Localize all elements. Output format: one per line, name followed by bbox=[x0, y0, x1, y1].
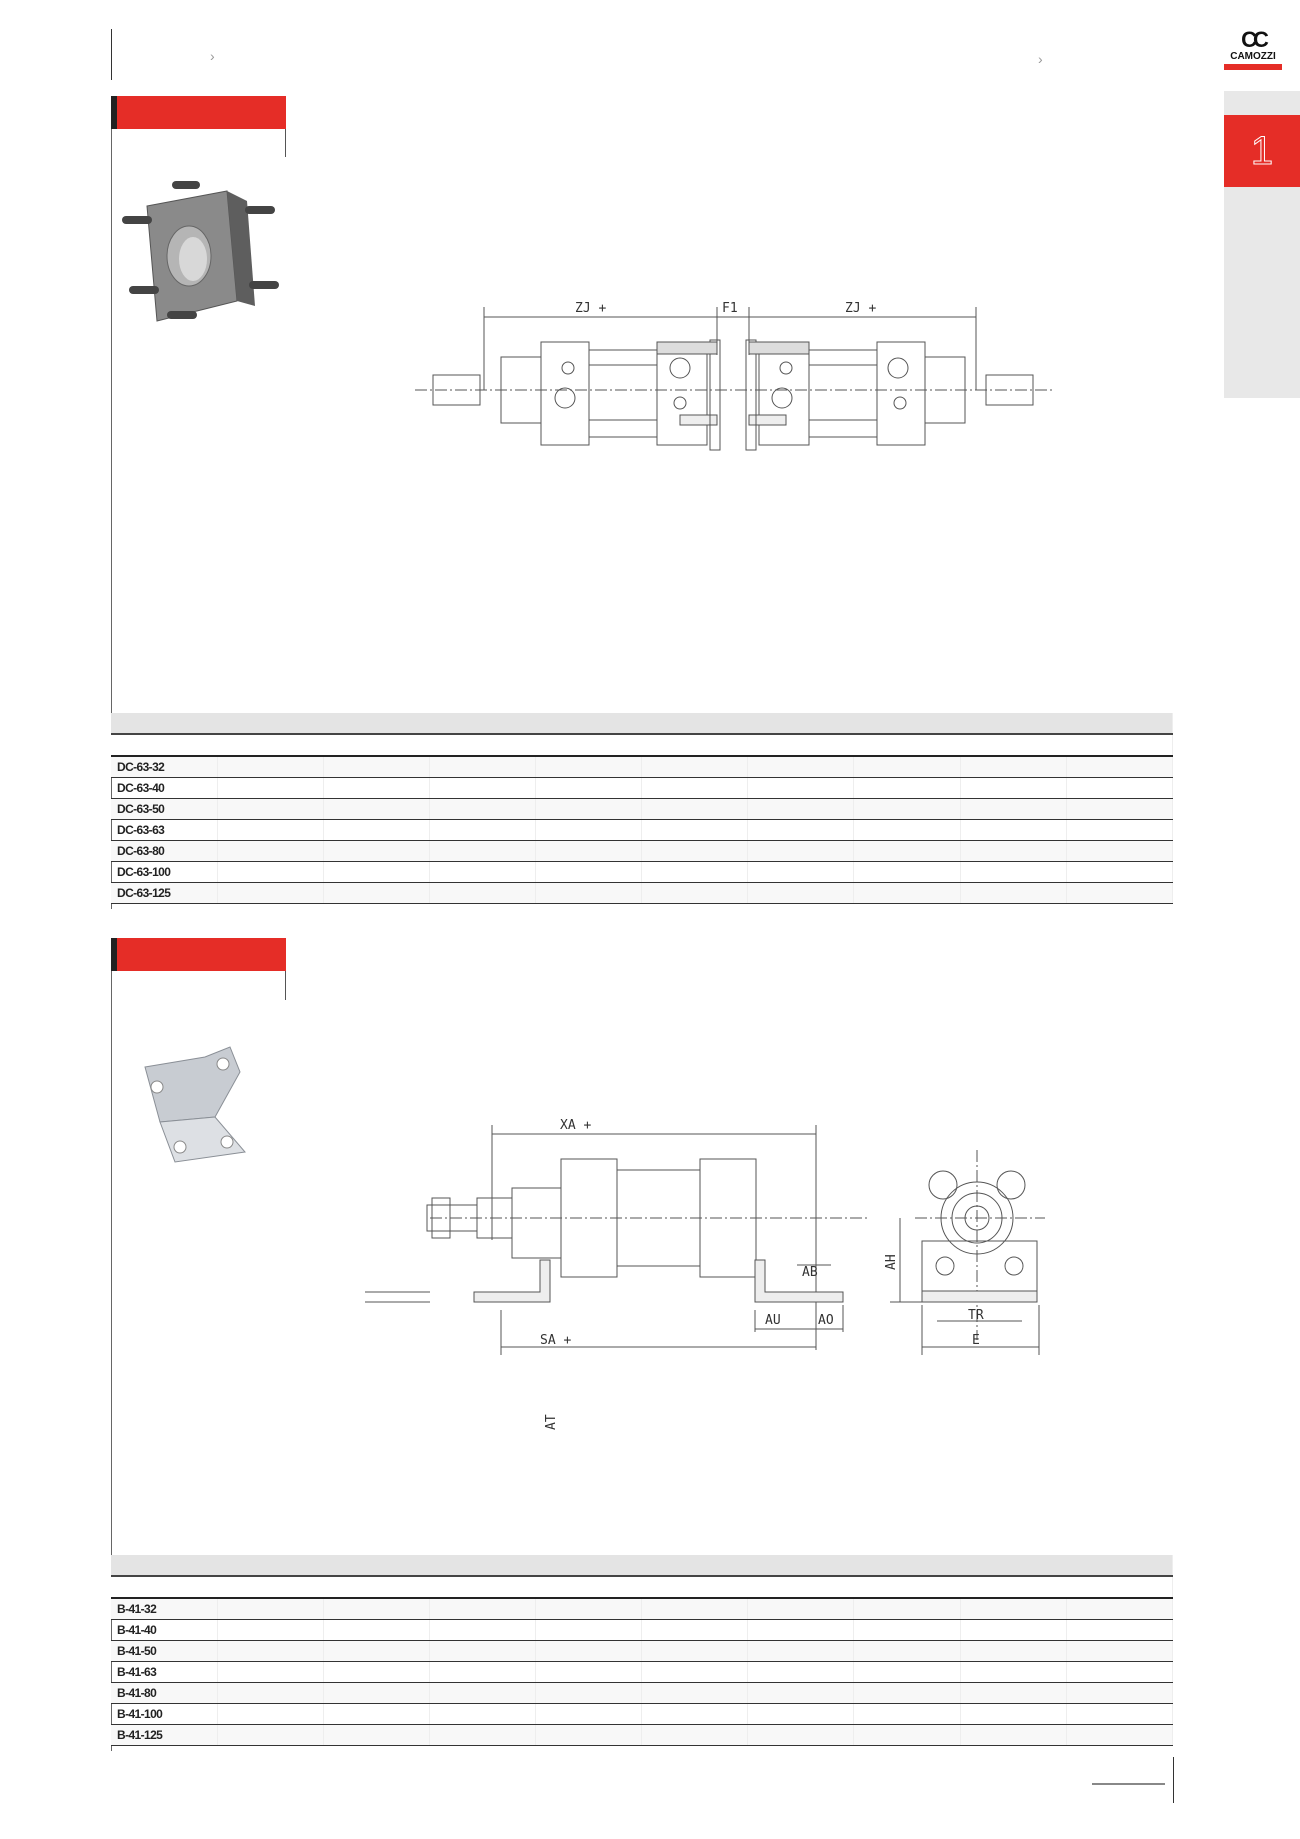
table-row bbox=[111, 1598, 1173, 1620]
dim-label-ao: AO bbox=[818, 1313, 834, 1328]
table-cell bbox=[536, 1598, 642, 1620]
table-cell bbox=[1066, 883, 1172, 904]
part-number-cell: B-41-32 bbox=[111, 1598, 217, 1620]
table-cell bbox=[960, 1598, 1066, 1620]
table-cell bbox=[429, 841, 535, 862]
table-cell bbox=[854, 1683, 960, 1704]
table-row bbox=[111, 820, 1173, 841]
table-header-row bbox=[111, 1555, 1173, 1576]
table-cell bbox=[748, 1704, 854, 1725]
table-cell bbox=[217, 841, 323, 862]
logo-text: CAMOZZI bbox=[1230, 51, 1276, 62]
part-number-cell: B-41-63 bbox=[111, 1662, 217, 1683]
header-divider bbox=[111, 29, 112, 80]
table-row bbox=[111, 1704, 1173, 1725]
table-cell bbox=[429, 1662, 535, 1683]
table-cell bbox=[642, 778, 748, 799]
drawing-foot-mounting bbox=[390, 1110, 1060, 1430]
table-row bbox=[111, 841, 1173, 862]
table-cell bbox=[429, 1620, 535, 1641]
table-cell bbox=[748, 862, 854, 883]
section-tab-number: 1 bbox=[1224, 115, 1300, 187]
part-number-cell: DC-63-50 bbox=[111, 799, 217, 820]
drawing-tandem-cylinders bbox=[420, 295, 1050, 460]
table-row bbox=[111, 1725, 1173, 1746]
table-cell bbox=[429, 1598, 535, 1620]
table-cell bbox=[323, 862, 429, 883]
table-cell bbox=[536, 1641, 642, 1662]
dim-label-xa: XA + bbox=[560, 1118, 592, 1133]
table-cell bbox=[1066, 1725, 1172, 1746]
part-number-cell: DC-63-63 bbox=[111, 820, 217, 841]
part-number-cell: B-41-100 bbox=[111, 1704, 217, 1725]
table-cell bbox=[642, 841, 748, 862]
table-cell bbox=[217, 883, 323, 904]
table-cell bbox=[642, 1704, 748, 1725]
table-cell bbox=[429, 1704, 535, 1725]
table-cell bbox=[748, 756, 854, 778]
table-cell bbox=[323, 1598, 429, 1620]
table-cell bbox=[429, 1683, 535, 1704]
table-row bbox=[111, 1620, 1173, 1641]
table-cell bbox=[748, 1598, 854, 1620]
table-row bbox=[111, 799, 1173, 820]
table-cell bbox=[323, 883, 429, 904]
table-cell bbox=[642, 1683, 748, 1704]
table-cell bbox=[217, 1725, 323, 1746]
table-header-row bbox=[111, 713, 1173, 734]
part-number-cell: DC-63-80 bbox=[111, 841, 217, 862]
table-cell bbox=[642, 756, 748, 778]
table-cell bbox=[217, 778, 323, 799]
dim-label-zj-right: ZJ + bbox=[845, 301, 877, 316]
table-cell bbox=[217, 1704, 323, 1725]
table-cell bbox=[642, 1662, 748, 1683]
part-number-cell: B-41-80 bbox=[111, 1683, 217, 1704]
table-cell bbox=[854, 883, 960, 904]
table-subheader-row bbox=[111, 734, 1173, 756]
table-cell bbox=[748, 820, 854, 841]
table-cell bbox=[429, 883, 535, 904]
title-frame-line bbox=[285, 971, 286, 1000]
table-cell bbox=[217, 1641, 323, 1662]
part-number-cell: B-41-40 bbox=[111, 1620, 217, 1641]
table-cell bbox=[1066, 799, 1172, 820]
table-cell bbox=[1066, 756, 1172, 778]
title-frame-line bbox=[285, 129, 286, 157]
dim-label-ab: AB bbox=[802, 1265, 818, 1280]
part-number-cell: B-41-50 bbox=[111, 1641, 217, 1662]
table-cell bbox=[536, 820, 642, 841]
table-cell bbox=[854, 1598, 960, 1620]
table-cell bbox=[536, 1620, 642, 1641]
table-cell bbox=[536, 883, 642, 904]
dim-label-tr: TR bbox=[968, 1308, 984, 1323]
table-cell bbox=[748, 841, 854, 862]
table-cell bbox=[429, 862, 535, 883]
table-cell bbox=[1066, 1704, 1172, 1725]
section1-title-bar bbox=[111, 96, 286, 129]
table-cell bbox=[960, 756, 1066, 778]
table-cell bbox=[748, 1641, 854, 1662]
table-row bbox=[111, 1662, 1173, 1683]
part-number-cell: DC-63-125 bbox=[111, 883, 217, 904]
table-cell bbox=[1066, 820, 1172, 841]
table-cell bbox=[960, 1725, 1066, 1746]
table-cell bbox=[429, 1641, 535, 1662]
table-cell bbox=[642, 1641, 748, 1662]
table-cell bbox=[536, 799, 642, 820]
table-row bbox=[111, 778, 1173, 799]
table-cell bbox=[323, 841, 429, 862]
section2-title-bar bbox=[111, 938, 286, 971]
table-cell bbox=[429, 756, 535, 778]
table-cell bbox=[854, 820, 960, 841]
dim-label-au: AU bbox=[765, 1313, 781, 1328]
table-cell bbox=[323, 756, 429, 778]
table-cell bbox=[536, 862, 642, 883]
table-cell bbox=[217, 1683, 323, 1704]
table-cell bbox=[642, 820, 748, 841]
product-photo-flange-coupling bbox=[117, 181, 282, 336]
dim-label-ah: AH bbox=[884, 1254, 899, 1270]
breadcrumb-separator: › bbox=[1038, 51, 1043, 67]
dim-label-f1: F1 bbox=[722, 301, 738, 316]
table-cell bbox=[854, 862, 960, 883]
table-cell bbox=[748, 1620, 854, 1641]
table-cell bbox=[960, 1620, 1066, 1641]
table-cell bbox=[748, 883, 854, 904]
table-subheader-row bbox=[111, 1576, 1173, 1598]
table-cell bbox=[323, 1641, 429, 1662]
product-photo-foot-bracket bbox=[135, 1042, 270, 1167]
table-cell bbox=[429, 1725, 535, 1746]
spec-table-dc63 bbox=[111, 713, 1173, 904]
table-cell bbox=[1066, 1683, 1172, 1704]
table-cell bbox=[1066, 862, 1172, 883]
table-cell bbox=[748, 778, 854, 799]
table-cell bbox=[536, 756, 642, 778]
table-cell bbox=[429, 778, 535, 799]
table-cell bbox=[323, 1683, 429, 1704]
table-cell bbox=[429, 820, 535, 841]
table-cell bbox=[960, 1662, 1066, 1683]
part-number-cell: B-41-125 bbox=[111, 1725, 217, 1746]
table-cell bbox=[323, 1620, 429, 1641]
table-cell bbox=[642, 883, 748, 904]
table-cell bbox=[748, 1725, 854, 1746]
dim-label-zj-left: ZJ + bbox=[575, 301, 607, 316]
table-cell bbox=[1066, 1598, 1172, 1620]
table-cell bbox=[854, 1704, 960, 1725]
table-cell bbox=[1066, 1620, 1172, 1641]
dim-label-sa: SA + bbox=[540, 1333, 572, 1348]
part-number-cell: DC-63-32 bbox=[111, 756, 217, 778]
table-cell bbox=[217, 756, 323, 778]
table-cell bbox=[1066, 1662, 1172, 1683]
footer-rule bbox=[1092, 1783, 1165, 1785]
table-cell bbox=[536, 778, 642, 799]
table-cell bbox=[854, 841, 960, 862]
table-cell bbox=[960, 778, 1066, 799]
table-cell bbox=[536, 1683, 642, 1704]
table-cell bbox=[960, 1704, 1066, 1725]
logo-bar bbox=[1224, 64, 1282, 70]
table-cell bbox=[217, 820, 323, 841]
table-cell bbox=[854, 1620, 960, 1641]
table-cell bbox=[854, 756, 960, 778]
section-side-tab[interactable] bbox=[1224, 91, 1300, 398]
table-cell bbox=[642, 1725, 748, 1746]
dim-label-e: E bbox=[972, 1333, 980, 1348]
table-cell bbox=[960, 820, 1066, 841]
table-cell bbox=[323, 1662, 429, 1683]
table-row bbox=[111, 883, 1173, 904]
table-cell bbox=[960, 883, 1066, 904]
table-cell bbox=[748, 1662, 854, 1683]
table-cell bbox=[536, 1725, 642, 1746]
table-cell bbox=[960, 1641, 1066, 1662]
table-cell bbox=[217, 1662, 323, 1683]
table-cell bbox=[642, 1620, 748, 1641]
table-cell bbox=[854, 1725, 960, 1746]
table-cell bbox=[217, 799, 323, 820]
table-cell bbox=[960, 862, 1066, 883]
part-number-cell: DC-63-100 bbox=[111, 862, 217, 883]
part-number-cell: DC-63-40 bbox=[111, 778, 217, 799]
spec-table-b41 bbox=[111, 1555, 1173, 1746]
footer-divider bbox=[1173, 1757, 1174, 1803]
table-cell bbox=[1066, 1641, 1172, 1662]
table-cell bbox=[323, 778, 429, 799]
table-cell bbox=[960, 799, 1066, 820]
table-cell bbox=[1066, 841, 1172, 862]
table-cell bbox=[536, 1662, 642, 1683]
table-cell bbox=[854, 778, 960, 799]
table-cell bbox=[217, 1620, 323, 1641]
table-cell bbox=[323, 1704, 429, 1725]
logo-mark-icon: CC bbox=[1241, 27, 1265, 52]
table-cell bbox=[642, 799, 748, 820]
breadcrumb-separator: › bbox=[210, 48, 215, 64]
table-cell bbox=[748, 1683, 854, 1704]
table-row bbox=[111, 756, 1173, 778]
table-cell bbox=[642, 862, 748, 883]
table-cell bbox=[217, 862, 323, 883]
table-cell bbox=[429, 799, 535, 820]
table-cell bbox=[536, 841, 642, 862]
table-cell bbox=[854, 1641, 960, 1662]
table-cell bbox=[323, 1725, 429, 1746]
table-cell bbox=[642, 1598, 748, 1620]
table-row bbox=[111, 1683, 1173, 1704]
table-cell bbox=[536, 1704, 642, 1725]
table-cell bbox=[323, 820, 429, 841]
camozzi-logo bbox=[1224, 29, 1282, 70]
table-cell bbox=[1066, 778, 1172, 799]
table-cell bbox=[217, 1598, 323, 1620]
table-cell bbox=[960, 1683, 1066, 1704]
table-row bbox=[111, 862, 1173, 883]
table-cell bbox=[748, 799, 854, 820]
dim-label-at: AT bbox=[544, 1414, 559, 1430]
table-row bbox=[111, 1641, 1173, 1662]
table-cell bbox=[854, 799, 960, 820]
table-cell bbox=[960, 841, 1066, 862]
table-cell bbox=[854, 1662, 960, 1683]
table-cell bbox=[323, 799, 429, 820]
